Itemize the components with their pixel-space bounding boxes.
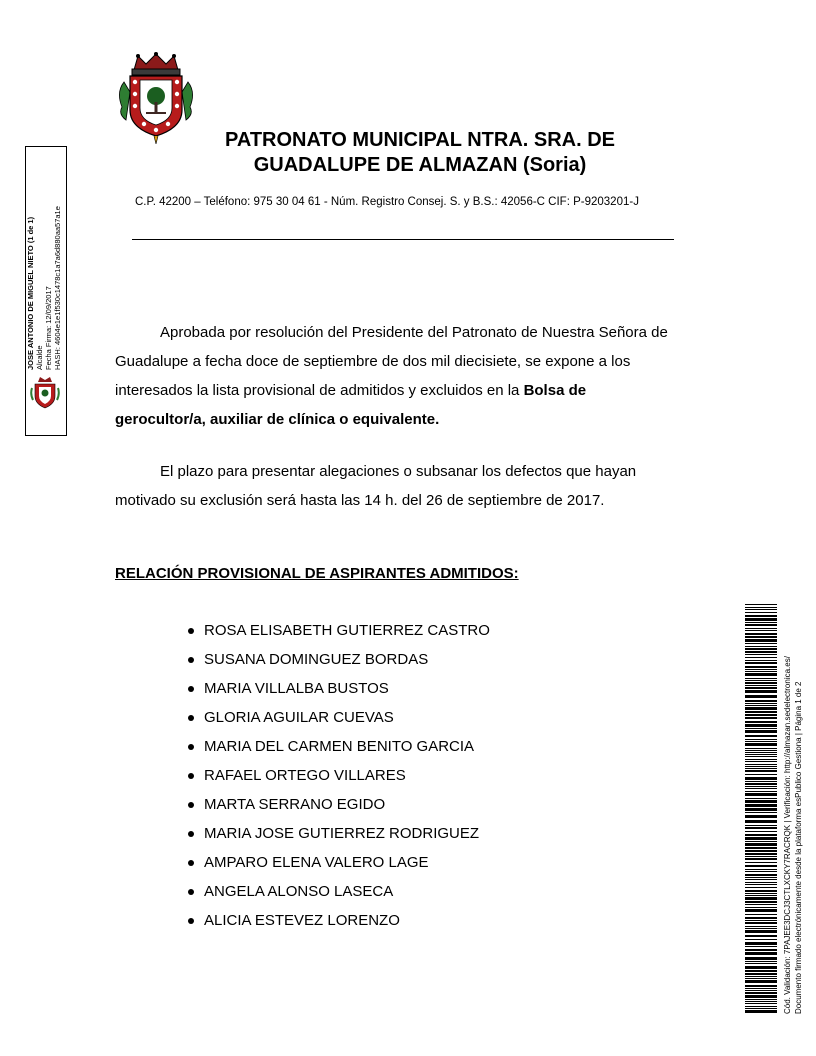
signature-text-area [26,190,64,370]
list-item-text: MARIA JOSE GUTIERREZ RODRIGUEZ [204,825,480,842]
list-item-text: ANGELA ALONSO LASECA [204,883,394,900]
platform-note: Documento firmado electrónicamente desde la plataforma esPublico Gestiona | Página 1 de 2 [794,681,803,1014]
approval-line-4: gerocultor/a, auxiliar de clínica o equivalente. [115,411,440,428]
list-item [188,732,490,761]
bullet-icon [188,686,194,692]
list-item [188,674,490,703]
contact-line: C.P. 42200 – Teléfono: 975 30 04 61 - Núm. Registro Consej. S. y B.S.: 42056-C CIF: P-9203201-J [135,196,639,208]
approval-line-3-text: interesados la lista provisional de admitidos y excluidos en la [115,382,524,399]
list-item [188,790,490,819]
bullet-icon [188,802,194,808]
bullet-icon [188,657,194,663]
bullet-icon [188,918,194,924]
title-line-1: PATRONATO MUNICIPAL NTRA. SRA. DE [225,129,615,151]
list-item [188,616,490,645]
signer-name: JOSE ANTONIO DE MIGUEL NIETO (1 de 1) [26,216,35,370]
barcode-icon [745,604,777,1014]
list-item-text: MARIA VILLALBA BUSTOS [204,680,389,697]
deadline-line-2: motivado su exclusión será hasta las 14 h. del 26 de septiembre de 2017. [115,492,605,509]
list-item [188,819,490,848]
list-item [188,877,490,906]
document-title [150,128,690,178]
bullet-icon [188,889,194,895]
signature-hash: HASH: 4604e1e1f530c1478c1a7a6d880aa57a1e [53,206,62,370]
deadline-line-1: El plazo para presentar alegaciones o subsanar los defectos que hayan [160,463,637,480]
paragraph-deadline [115,457,702,515]
signer-role: Alcalde [35,345,44,370]
validation-margin-text [782,604,806,1014]
list-item-text: MARTA SERRANO EGIDO [204,796,386,813]
header-divider [132,239,674,240]
bullet-icon [188,628,194,634]
list-item-text: SUSANA DOMINGUEZ BORDAS [204,651,429,668]
paragraph-approval [115,318,702,434]
section-title: RELACIÓN PROVISIONAL DE ASPIRANTES ADMITIDOS: [115,565,519,582]
validation-code: Cód. Validación: 7PAJEE3DCJ3CTLXCKY7RACRQK | Verificación: http://almazan.sedelectronica.es/ [783,656,792,1014]
approval-line-1: Aprobada por resolución del Presidente del Patronato de Nuestra Señora de [160,324,668,341]
list-item-text: RAFAEL ORTEGO VILLARES [204,767,406,784]
list-item [188,906,490,935]
approval-line-2: Guadalupe a fecha doce de septiembre de dos mil diecisiete, se expone a los [115,353,631,370]
approval-line-3-bold: Bolsa de [523,382,587,399]
list-item [188,761,490,790]
list-item-text: ALICIA ESTEVEZ LORENZO [204,912,400,929]
list-item [188,645,490,674]
bullet-icon [188,773,194,779]
bullet-icon [188,744,194,750]
title-line-2: GUADALUPE DE ALMAZAN (Soria) [253,154,587,176]
admitted-list [188,616,490,935]
list-item [188,848,490,877]
list-item [188,703,490,732]
approval-line-3 [115,376,702,405]
bullet-icon [188,831,194,837]
list-item-text: AMPARO ELENA VALERO LAGE [204,854,429,871]
small-crest-icon [30,376,60,410]
bullet-icon [188,860,194,866]
bullet-icon [188,715,194,721]
signature-date: Fecha Firma: 12/09/2017 [44,286,53,370]
list-item-text: ROSA ELISABETH GUTIERREZ CASTRO [204,622,490,639]
list-item-text: MARIA DEL CARMEN BENITO GARCIA [204,738,475,755]
list-item-text: GLORIA AGUILAR CUEVAS [204,709,394,726]
